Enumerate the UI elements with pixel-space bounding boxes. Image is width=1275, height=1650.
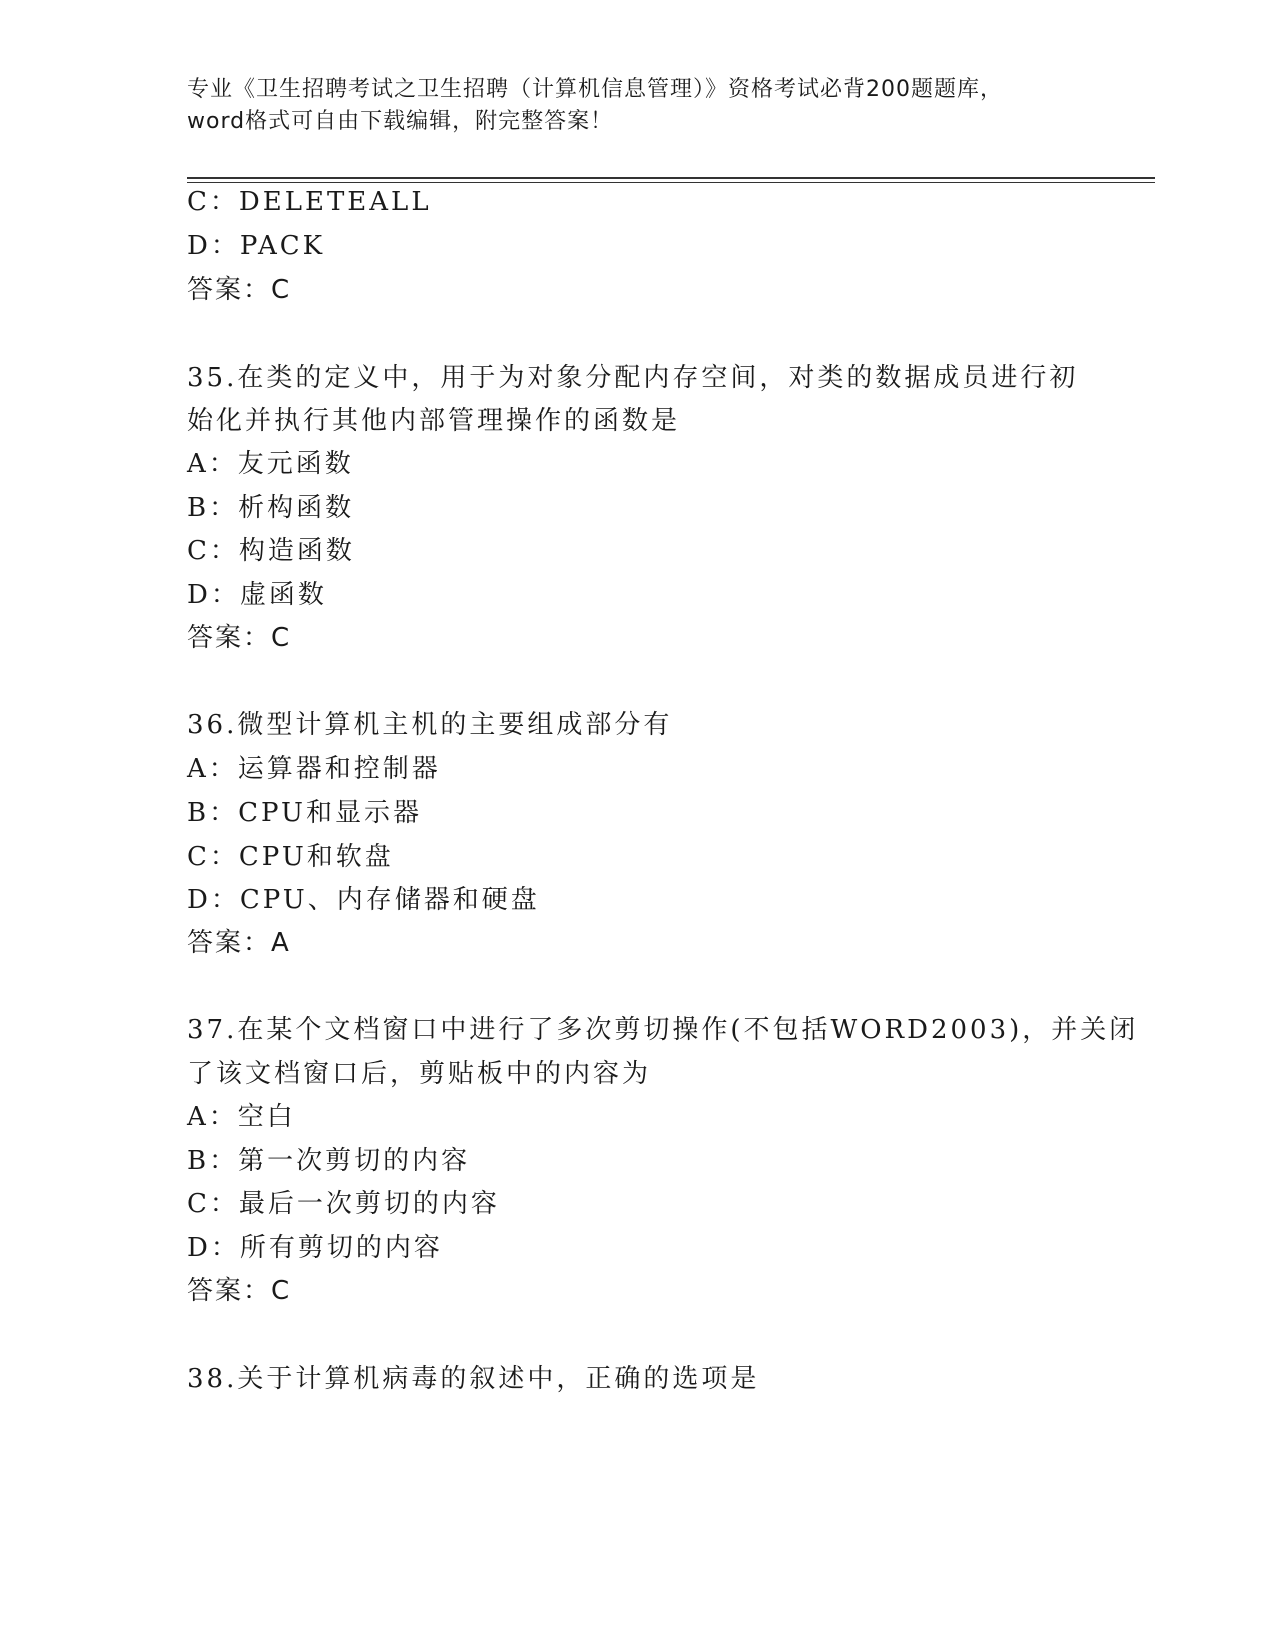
header-title-line-2: word格式可自由下载编辑，附完整答案！ bbox=[187, 109, 614, 134]
q36-option-c: C：CPU和软盘 bbox=[187, 842, 394, 872]
q35-option-c: C：构造函数 bbox=[187, 536, 355, 566]
q36-option-a: A：运算器和控制器 bbox=[187, 754, 441, 784]
q36-stem-line-1: 36.微型计算机主机的主要组成部分有 bbox=[187, 710, 673, 740]
header-title-line-1: 专业《卫生招聘考试之卫生招聘（计算机信息管理）》资格考试必背200题题库， bbox=[187, 77, 1003, 102]
q37-option-b: B：第一次剪切的内容 bbox=[187, 1146, 471, 1176]
prev-question-answer: 答案：C bbox=[187, 275, 292, 305]
q35-stem-line-2: 始化并执行其他内部管理操作的函数是 bbox=[187, 406, 681, 436]
q36-option-b: B：CPU和显示器 bbox=[187, 798, 422, 828]
q37-option-a: A：空白 bbox=[187, 1102, 296, 1132]
q37-stem-line-1: 37.在某个文档窗口中进行了多次剪切操作(不包括WORD2003)，并关闭 bbox=[187, 1015, 1139, 1045]
q35-option-d: D：虚函数 bbox=[187, 580, 327, 610]
q37-answer: 答案：C bbox=[187, 1276, 292, 1306]
prev-question-option-d: D：PACK bbox=[187, 231, 326, 261]
prev-question-option-c: C：DELETEALL bbox=[187, 187, 432, 217]
document-header bbox=[187, 74, 1087, 138]
q38-stem-line-1: 38.关于计算机病毒的叙述中，正确的选项是 bbox=[187, 1364, 760, 1394]
q37-option-c: C：最后一次剪切的内容 bbox=[187, 1189, 500, 1219]
q36-option-d: D：CPU、内存储器和硬盘 bbox=[187, 885, 540, 915]
q35-option-b: B：析构函数 bbox=[187, 493, 355, 523]
q35-option-a: A：友元函数 bbox=[187, 449, 354, 479]
q35-stem-line-1: 35.在类的定义中，用于为对象分配内存空间，对类的数据成员进行初 bbox=[187, 363, 1079, 393]
q36-answer: 答案：A bbox=[187, 928, 291, 958]
q37-stem-line-2: 了该文档窗口后，剪贴板中的内容为 bbox=[187, 1059, 652, 1089]
q37-option-d: D：所有剪切的内容 bbox=[187, 1233, 443, 1263]
q35-answer: 答案：C bbox=[187, 623, 292, 653]
header-divider bbox=[187, 177, 1155, 183]
